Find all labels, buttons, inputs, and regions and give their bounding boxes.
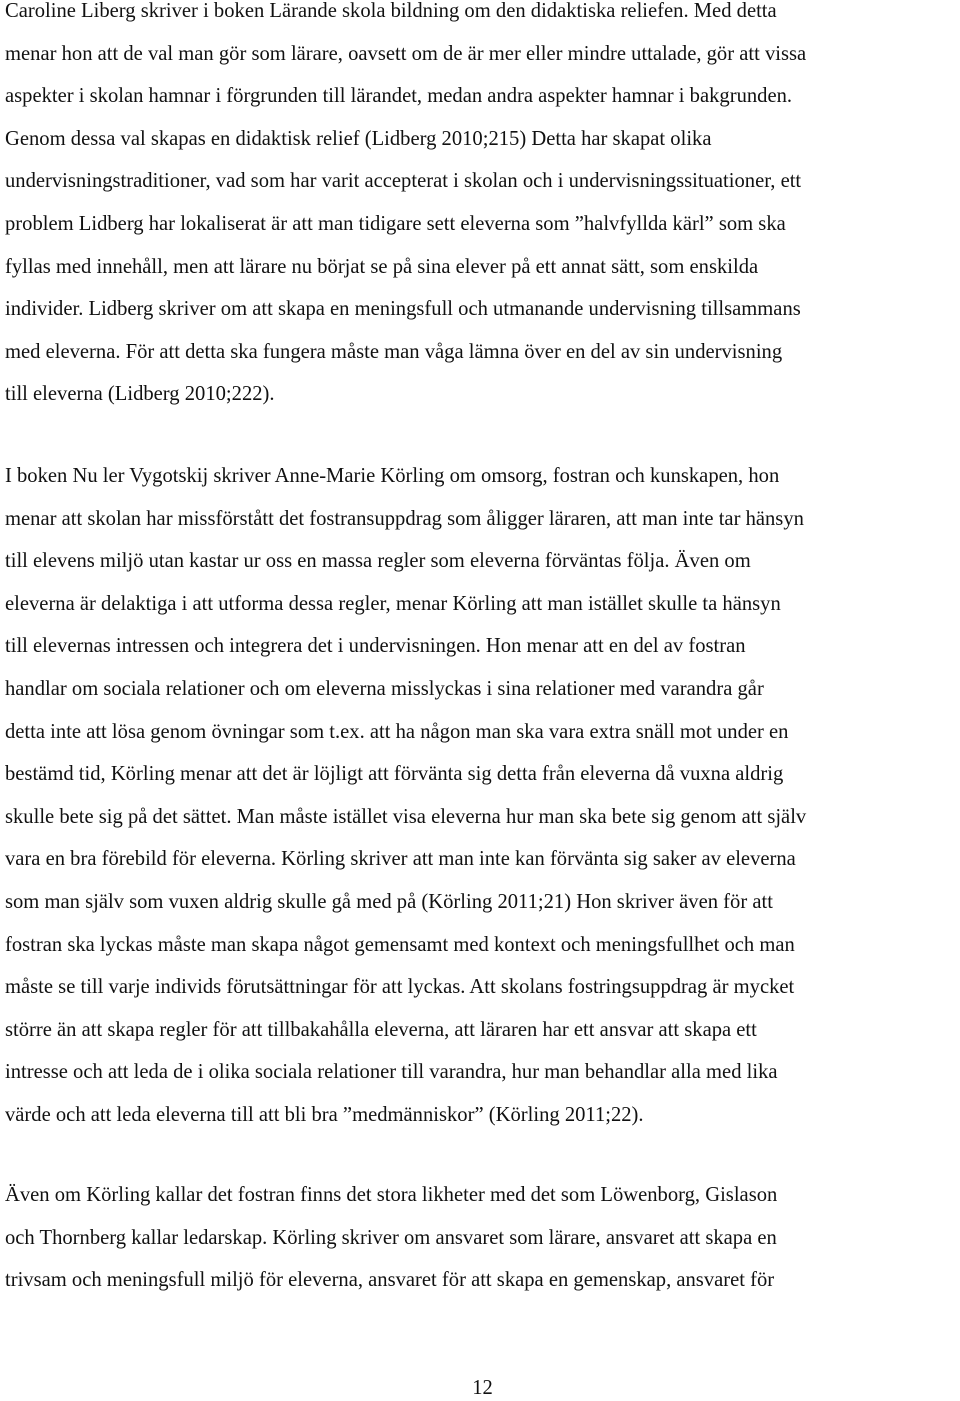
page-number: 12: [472, 1377, 493, 1399]
text-line: eleverna är delaktiga i att utforma dessa regler, menar Körling att man istället skulle ta hänsyn: [5, 592, 781, 615]
text-line: fyllas med innehåll, men att lärare nu börjat se på sina elever på ett annat sätt, som enskilda: [5, 255, 759, 278]
text-line: aspekter i skolan hamnar i förgrunden till lärandet, medan andra aspekter hamnar i bakgrunden.: [5, 85, 793, 108]
text-line: intresse och att leda de i olika sociala relationer till varandra, hur man behandlar alla med lika: [5, 1061, 778, 1084]
text-line: fostran ska lyckas måste man skapa något gemensamt med kontext och meningsfullhet och man: [5, 933, 795, 956]
text-line: undervisningstraditioner, vad som har varit accepterat i skolan och i undervisningssituationer, ett: [5, 170, 802, 193]
text-line: till elevernas intressen och integrera det i undervisningen. Hon menar att en del av fostran: [5, 635, 746, 658]
text-line: Genom dessa val skapas en didaktisk relief (Lidberg 2010;215) Detta har skapat olika: [5, 127, 712, 150]
paragraph-liberg: [5, 0, 960, 416]
text-line: Även om Körling kallar det fostran finns det stora likheter med det som Löwenborg, Gislason: [5, 1184, 778, 1206]
text-line: med eleverna. För att detta ska fungera måste man våga lämna över en del av sin undervisning: [5, 340, 783, 363]
text-line: detta inte att lösa genom övningar som t.ex. att ha någon man ska vara extra snäll mot under en: [5, 720, 789, 743]
text-line: och Thornberg kallar ledarskap. Körling skriver om ansvaret som lärare, ansvaret att skapa en: [5, 1226, 777, 1249]
text-line: vara en bra förebild för eleverna. Körling skriver att man inte kan förvänta sig saker av eleverna: [5, 848, 796, 871]
paragraph-ledarskap: [5, 1174, 960, 1302]
text-line: som man själv som vuxen aldrig skulle gå med på (Körling 2011;21) Hon skriver även för att: [5, 890, 773, 913]
text-line: värde och att leda eleverna till att bli bra ”medmänniskor” (Körling 2011;22).: [5, 1103, 644, 1126]
text-line: Caroline Liberg skriver i boken Lärande skola bildning om den didaktiska reliefen. Med detta: [5, 0, 777, 22]
text-line: till eleverna (Lidberg 2010;222).: [5, 383, 275, 406]
paragraph-korling: [5, 455, 960, 1137]
text-line: större än att skapa regler för att tillbakahålla eleverna, att läraren har ett ansvar att skapa ett: [5, 1018, 757, 1041]
text-line: bestämd tid, Körling menar att det är löjligt att förvänta sig detta från eleverna då vuxna aldrig: [5, 763, 784, 786]
text-line: måste se till varje individs förutsättningar för att lyckas. Att skolans fostringsuppdrag är mycket: [5, 976, 795, 999]
document-page: [5, 0, 960, 1401]
text-line: till elevens miljö utan kastar ur oss en massa regler som eleverna förväntas följa. Även om: [5, 550, 751, 573]
text-line: menar att skolan har missförstått det fostransuppdrag som åligger läraren, att man inte tar hänsyn: [5, 507, 804, 530]
text-line: I boken Nu ler Vygotskij skriver Anne-Marie Körling om omsorg, fostran och kunskapen, hon: [5, 465, 780, 487]
text-line: trivsam och meningsfull miljö för eleverna, ansvaret för att skapa en gemenskap, ansvaret för: [5, 1269, 775, 1292]
text-line: skulle bete sig på det sättet. Man måste istället visa eleverna hur man ska bete sig genom att själv: [5, 805, 807, 828]
text-line: problem Lidberg har lokaliserat är att man tidigare sett eleverna som ”halvfyllda kärl” som ska: [5, 212, 786, 235]
text-line: handlar om sociala relationer och om eleverna misslyckas i sina relationer med varandra går: [5, 677, 764, 700]
text-line: menar hon att de val man gör som lärare, oavsett om de är mer eller mindre uttalade, gör att vissa: [5, 42, 807, 65]
text-line: individer. Lidberg skriver om att skapa en meningsfull och utmanande undervisning tillsammans: [5, 298, 801, 321]
